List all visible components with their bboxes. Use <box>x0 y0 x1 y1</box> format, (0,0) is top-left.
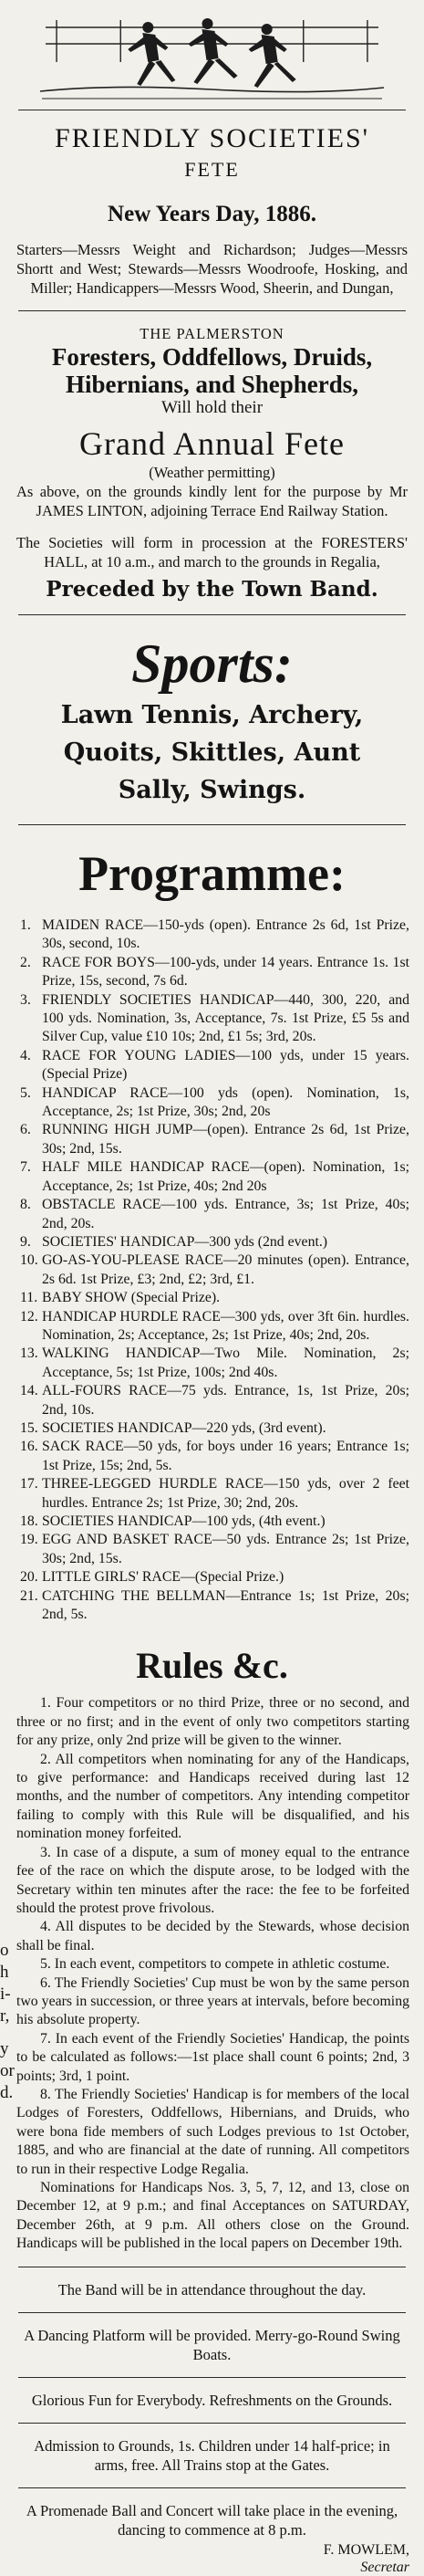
divider <box>18 824 406 825</box>
race-number: 1. <box>20 917 31 933</box>
intro-line: THE PALMERSTON <box>140 325 284 342</box>
race-details: (Special Prize). <box>127 1290 221 1306</box>
race-number: 15. <box>20 1419 38 1436</box>
race-number: 13. <box>20 1346 38 1362</box>
edge-fragment: or <box>0 2061 15 2080</box>
race-details: —50 yds, for boys under 16 years; Entrance 1s; 1st Prize, 15s; 2nd, 5s. <box>42 1439 410 1473</box>
race-number: 12. <box>20 1308 38 1325</box>
list-item <box>20 1251 409 1289</box>
officials-text: Starters—Messrs Weight and Richardson; Judges—Messrs Shortt and West; Stewards—Messrs Woodroofe, Hosking, and Miller; Handicappers—Messrs Wood, Sheerin, and Dungan, <box>16 241 408 297</box>
race-details: —100-yds, under 14 years. Entrance 1s. 1st Prize, 15s, second, 7s 6d. <box>42 954 409 990</box>
list-item <box>20 1438 409 1475</box>
race-details: —100 yds, under 15 years. (Special Prize) <box>42 1047 409 1083</box>
rules-heading: Rules &c. <box>136 1645 288 1687</box>
race-details: —75 yds. Entrance, 1s, 1st Prize, 20s; 2nd, 10s. <box>42 1383 409 1418</box>
list-item <box>20 916 409 954</box>
race-name: RACE FOR YOUNG LADIES <box>42 1047 236 1063</box>
rule-paragraph: 5. In each event, competitors to compete in athletic costume. <box>40 1956 390 1973</box>
list-item <box>20 1531 409 1568</box>
list-item <box>20 954 409 991</box>
race-number: 5. <box>20 1084 31 1101</box>
list-item <box>20 1345 409 1382</box>
race-details: —Two Mile. Nomination, 2s; Acceptance, 5s; 1st Prize, 100s; 2nd 40s. <box>42 1346 409 1380</box>
sports-list-line: Quoits, Skittles, Aunt <box>63 738 361 767</box>
race-number: 3. <box>20 991 31 1008</box>
edge-fragment: y <box>0 2039 9 2058</box>
race-details: —100 yds. Entrance, 3s; 1st Prize, 40s; 2nd, 20s. <box>42 1197 409 1231</box>
race-name: CATCHING THE BELLMAN <box>42 1587 226 1604</box>
race-details: —(open). Entrance 2s 6d, 1st Prize, 30s; 2nd, 15s. <box>42 1122 409 1157</box>
list-item <box>20 1568 409 1586</box>
advertisement-column <box>11 0 413 2575</box>
list-item <box>20 1233 409 1251</box>
sports-heading: Sports: <box>131 634 293 694</box>
race-details: —150 yds, over 2 feet hurdles. Entrance 2s; 1st Prize, 30; 2nd, 20s. <box>42 1476 409 1511</box>
orgs-line-1: Foresters, Oddfellows, Druids, <box>51 343 373 371</box>
race-number: 20. <box>20 1569 38 1586</box>
race-name: SACK RACE <box>42 1439 124 1455</box>
will-hold-line: Will hold their <box>160 398 264 417</box>
race-details: —150-yds (open). Entrance 2s 6d, 1st Prize, 30s, second, 10s. <box>42 917 409 952</box>
band-note: The Band will be in attendance throughout the day. <box>57 2280 367 2299</box>
date-line: New Years Day, 1886. <box>108 202 316 226</box>
divider <box>18 614 406 615</box>
race-name: ALL-FOURS RACE <box>42 1383 168 1399</box>
edge-fragment: i- <box>0 1984 11 2004</box>
race-details: —Entrance 1s; 1st Prize, 20s; 2nd, 5s. <box>42 1587 409 1623</box>
race-details: —440, 300, 220, and 100 yds. Nomination, 3s, Acceptance, 7s. 1st Prize, £5 5s and Silver Cup, value £10 10s; 2nd, £1 5s; 3rd, 20s. <box>42 991 409 1045</box>
race-name: SOCIETIES HANDICAP <box>42 1419 192 1436</box>
rule-paragraph: 3. In case of a dispute, a sum of money equal to the entrance fee of the race on which the dispute arose, to be lodged with the Secretary within ten minutes after the race: the fee to be forfeited should the protest prove frivolous. <box>16 1844 409 1916</box>
rule-paragraph: 4. All disputes to be decided by the Stewards, whose decision shall be final. <box>16 1919 409 1953</box>
edge-fragment: h <box>0 1963 9 1982</box>
race-name: HALF MILE HANDICAP RACE <box>42 1159 250 1176</box>
rule-paragraph: 1. Four competitors or no third Prize, three or no second, and three or no first; and in the event of only two competitors starting for any prize, only 2nd prize will be given to the winner. <box>16 1695 409 1749</box>
rule-paragraph: 6. The Friendly Societies' Cup must be won by the same person two years in succession, or three years at intervals, before becoming his absolute property. <box>16 1974 409 2028</box>
race-number: 10. <box>20 1252 38 1269</box>
edge-fragment: o <box>0 1941 9 1960</box>
signature-name: F. MOWLEM, <box>323 2541 409 2558</box>
race-number: 9. <box>20 1233 31 1250</box>
list-item <box>20 1308 409 1346</box>
page-subtitle: FETE <box>184 158 240 181</box>
rule-paragraph: Nominations for Handicaps Nos. 3, 5, 7, 12, and 13, close on December 12, at 9 p.m.; and final Acceptances on SATURDAY, December 26th, at 9 p.m. All others close on the Ground. Handicaps will be published in the local papers on December 19th. <box>16 2180 409 2252</box>
race-name: EGG AND BASKET RACE <box>42 1532 212 1548</box>
race-number: 21. <box>20 1587 38 1604</box>
neighbor-column-fragments <box>0 1940 15 2104</box>
race-name: RUNNING HIGH JUMP <box>42 1122 193 1138</box>
town-band-line: Preceded by the Town Band. <box>46 577 378 602</box>
platform-note: A Dancing Platform will be provided. Merry-go-Round Swing Boats. <box>24 2326 400 2363</box>
race-name: BABY SHOW <box>42 1290 128 1306</box>
race-details: —300 yds, over 3ft 6in. hurdles. Nomination, 2s; Acceptance, 2s; 1st Prize, 40s; 2nd, 20s. <box>42 1308 410 1343</box>
list-item <box>20 1084 409 1122</box>
race-name: HANDICAP HURDLE RACE <box>42 1308 221 1325</box>
race-details: —300 yds (2nd event.) <box>194 1233 328 1250</box>
race-name: THREE-LEGGED HURDLE RACE <box>42 1476 264 1492</box>
edge-fragment: r, <box>0 2006 10 2026</box>
race-name: SOCIETIES' HANDICAP <box>42 1233 195 1250</box>
race-name: RACE FOR BOYS <box>42 954 155 970</box>
race-number: 8. <box>20 1197 31 1213</box>
list-item <box>20 1587 409 1625</box>
list-item <box>20 1158 409 1196</box>
race-number: 19. <box>20 1532 38 1548</box>
race-number: 2. <box>20 954 31 970</box>
procession-text: The Societies will form in procession at the FORESTERS' HALL, at 10 a.m., and march to the grounds in Regalia, <box>16 534 408 571</box>
edge-fragment: d. <box>0 2083 14 2102</box>
race-details: —100 yds, (4th event.) <box>191 1513 326 1529</box>
race-number: 14. <box>20 1383 38 1399</box>
race-number: 4. <box>20 1047 31 1063</box>
sports-list-line: Lawn Tennis, Archery, <box>60 701 364 729</box>
race-details: —(Special Prize.) <box>181 1569 284 1586</box>
page-title: FRIENDLY SOCIETIES' <box>54 123 370 153</box>
race-details: —20 minutes (open). Entrance, 2s 6d. 1st Prize, £3; 2nd, £2; 3rd, £1. <box>42 1252 409 1287</box>
list-item <box>20 1289 409 1307</box>
race-name: OBSTACLE RACE <box>42 1197 161 1213</box>
rule-paragraph: 2. All competitors when nominating for any of the Handicaps, to give performance: and Handicaps received during last 12 months, and the number of competitors. Any intending competitor failing to comply with this Rule will be disqualified, and his nomination money forfeited. <box>16 1751 409 1842</box>
race-number: 18. <box>20 1513 38 1529</box>
fun-note: Glorious Fun for Everybody. Refreshments on the Grounds. <box>31 2391 393 2409</box>
programme-heading: Programme: <box>78 846 346 901</box>
signature-title: Secretar <box>360 2559 409 2575</box>
list-item <box>20 1513 409 1531</box>
orgs-line-2: Hibernians, and Shepherds, <box>65 371 359 398</box>
race-list <box>11 916 413 1624</box>
weather-line: (Weather permitting) <box>149 464 275 481</box>
race-details: —(open). Nomination, 1s; Acceptance, 2s; 1st Prize, 40s; 2nd 20s <box>42 1159 409 1194</box>
rule-paragraph: 8. The Friendly Societies' Handicap is for members of the local Lodges of Foresters, Oddfellows, Hibernians, and Druids, who were bona fide members of such Lodges previous to 1st October, 1885, and who are financial at the date of running. All competitors to run in their respective Lodge Regalia. <box>16 2086 409 2177</box>
race-details: —220 yds, (3rd event). <box>191 1419 326 1436</box>
race-details: —100 yds (open). Nomination, 1s, Acceptance, 2s; 1st Prize, 30s; 2nd, 20s <box>42 1084 409 1120</box>
race-name: MAIDEN RACE <box>42 917 144 933</box>
race-number: 7. <box>20 1159 31 1176</box>
race-number: 11. <box>20 1290 38 1306</box>
list-item <box>20 1121 409 1158</box>
race-name: HANDICAP RACE <box>42 1084 169 1101</box>
runners-illustration <box>38 7 386 110</box>
sports-list-line: Sally, Swings. <box>118 776 306 804</box>
race-number: 16. <box>20 1439 38 1455</box>
location-text: As above, on the grounds kindly lent for the purpose by Mr JAMES LINTON, adjoining Terrace End Railway Station. <box>16 483 408 519</box>
race-name: SOCIETIES HANDICAP <box>42 1513 192 1529</box>
rules-section <box>11 1694 413 2253</box>
race-number: 17. <box>20 1476 38 1492</box>
race-details: —50 yds. Entrance 2s; 1st Prize, 30s; 2nd, 15s. <box>42 1532 410 1566</box>
list-item <box>20 1196 409 1233</box>
list-item <box>20 1382 409 1419</box>
list-item <box>20 1047 409 1084</box>
race-name: FRIENDLY SOCIETIES HANDICAP <box>42 991 274 1008</box>
grand-fete-heading: Grand Annual Fete <box>79 425 345 462</box>
ball-note: A Promenade Ball and Concert will take place in the evening, dancing to commence at 8 p.m. <box>26 2501 398 2539</box>
admission-note: Admission to Grounds, 1s. Children under 14 half-price; in arms, free. All Trains stop at the Gates. <box>34 2436 390 2474</box>
race-name: WALKING HANDICAP <box>42 1346 201 1362</box>
list-item <box>20 1419 409 1438</box>
race-name: GO-AS-YOU-PLEASE RACE <box>42 1252 223 1269</box>
divider <box>18 310 406 311</box>
race-number: 6. <box>20 1122 31 1138</box>
race-name: LITTLE GIRLS' RACE <box>42 1569 181 1586</box>
list-item <box>20 1475 409 1513</box>
rule-paragraph: 7. In each event of the Friendly Societies' Handicap, the points to be calculated as follows:—1st place shall count 6 points; 2nd, 3 points; 3rd, 1 point. <box>16 2030 409 2084</box>
list-item <box>20 991 409 1047</box>
